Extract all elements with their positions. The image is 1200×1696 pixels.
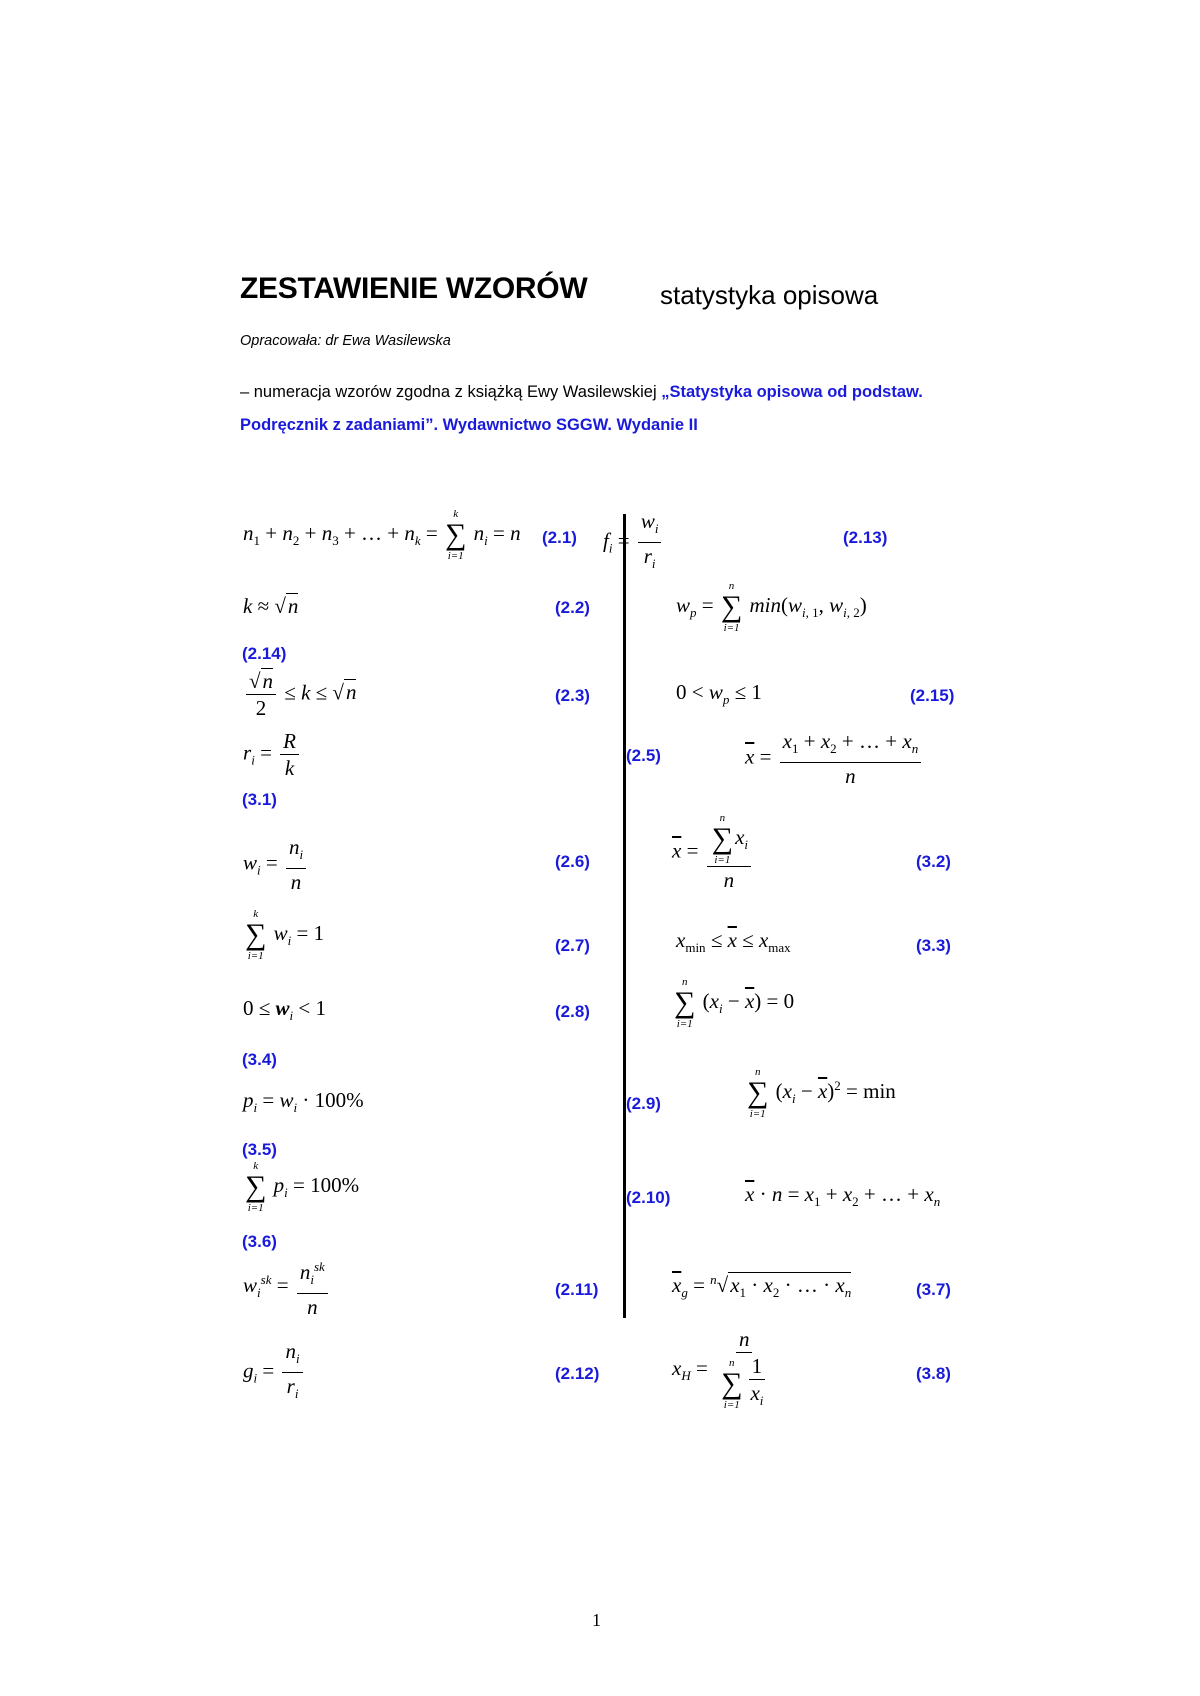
formula-2-5: $r_i$ = $\frac{R}{k}$: [243, 728, 302, 781]
formula-2-3: $\frac{√n}{2}$ ≤ k ≤ √n: [243, 668, 356, 721]
intro-text: – numeracja wzorów zgodna z książką Ewy Wasilewskiej: [240, 383, 662, 401]
formula-number: (3.4): [242, 1050, 277, 1069]
formula-number: (2.5): [626, 746, 661, 765]
formula-number: (3.5): [242, 1140, 277, 1159]
formula-number: (3.2): [916, 852, 951, 871]
formula-3-7: $\overline{x}_g = ^n√x_1 \cdot x_2$ · … · $x_n$: [672, 1272, 852, 1301]
author-line: Opracowała: dr Ewa Wasilewska: [240, 333, 451, 349]
formula-number: (2.12): [555, 1364, 600, 1383]
formula-2-8: $0 \le w_i < 1$: [243, 996, 327, 1024]
formula-number: (2.7): [555, 936, 590, 955]
formula-number: (3.7): [916, 1280, 951, 1299]
formula-number: (2.2): [555, 598, 590, 617]
formula-2-2: k ≈ √n: [243, 594, 299, 618]
formula-number: (2.13): [843, 528, 888, 547]
page-number: 1: [592, 1610, 601, 1630]
formula-3-5: n ∑ i=1 $(x_i - \overline{x})^2 = \min$: [747, 1066, 896, 1120]
formula-number: (2.1): [542, 528, 577, 547]
formula-number: (2.10): [626, 1188, 671, 1207]
formula-number: (2.3): [555, 686, 590, 705]
formula-2-7: k ∑ i=1 $w_i = 1$: [245, 908, 325, 962]
book-reference: „Statystyka opisowa od podstaw. Podręcznik z zadaniami”. Wydawnictwo SGGW. Wydanie II: [240, 383, 923, 434]
formula-2-13: $f_i$ = $\frac{w_i}{r_i}$: [603, 508, 664, 577]
formula-2-11: $w_i^{sk}$ = $\frac{n_i^{sk}}{n}$: [243, 1254, 331, 1320]
formula-number: (3.3): [916, 936, 951, 955]
formula-3-8: $x_H$ = n n ∑ i=1 $\frac{1}{x_i}$: [672, 1327, 764, 1411]
formula-2-15: $0 < w_p \le 1$: [676, 680, 762, 708]
formula-number: (2.14): [242, 644, 287, 663]
formula-3-6: $\overline{x} \cdot n = x_1 + x_2$ + … + $x_n$: [745, 1182, 941, 1210]
formula-2-9: $p_i = w_i \cdot 100\%$: [243, 1088, 364, 1116]
formula-number: (2.11): [555, 1280, 599, 1299]
formula-number: (2.8): [555, 1002, 590, 1021]
page-title: ZESTAWIENIE WZORÓW: [240, 272, 588, 305]
formula-number: (3.6): [242, 1232, 277, 1251]
formula-3-2: $\overline{x}$ = n ∑ i=1 $x_i$ n: [672, 812, 754, 893]
formula-2-12: $g_i$ = $\frac{n_i}{r_i}$: [243, 1338, 306, 1407]
formula-2-6: $w_i$ = $\frac{n_i}{n}$: [243, 834, 309, 895]
formula-3-4: n ∑ i=1 $(x_i - \overline{x}) = 0$: [674, 976, 795, 1030]
formula-3-3: $x_{min} \le \overline{x} \le x_{max}$: [676, 928, 791, 956]
formula-number: (2.9): [626, 1094, 661, 1113]
formula-number: (2.6): [555, 852, 590, 871]
formula-2-10: k ∑ i=1 $p_i = 100\%$: [245, 1160, 360, 1214]
formula-2-1: $n_1 + n_2 + n_3$ + … + $n_k$ = k ∑ i=1 $n_i = n$: [243, 508, 521, 562]
formula-3-1: $\overline{x}$ = $\frac{x_1 + x_2 + \dots + x_n}{n}$: [745, 728, 924, 789]
formula-number: (2.15): [910, 686, 955, 705]
formula-number: (3.1): [242, 790, 277, 809]
page-subtitle: statystyka opisowa: [660, 280, 879, 310]
formula-number: (3.8): [916, 1364, 951, 1383]
intro-paragraph: [240, 376, 960, 442]
formula-2-14: $w_p$ = n ∑ i=1 $\min(w_{i, 1}$, $w_{i, 2}$): [676, 580, 867, 634]
